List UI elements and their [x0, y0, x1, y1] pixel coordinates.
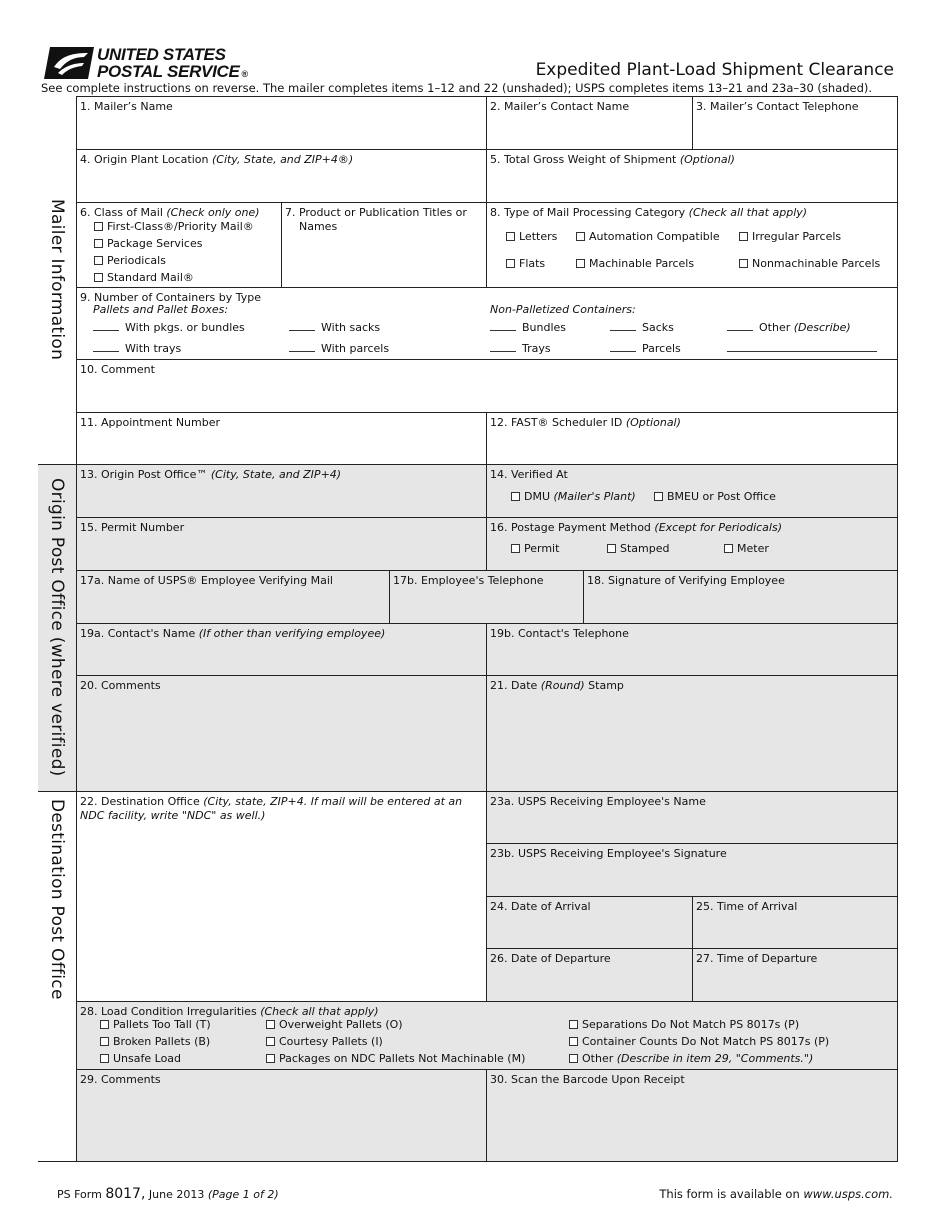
checkbox-dmu[interactable]: DMU (Mailer's Plant) — [511, 490, 636, 504]
field-6-label: 6. Class of Mail (Check only one) — [80, 206, 260, 219]
field-27-label: 27. Time of Departure — [696, 952, 818, 965]
field-22-note: NDC facility, write "NDC" as well.) — [80, 809, 266, 823]
field-20-label: 20. Comments — [80, 679, 161, 692]
field-1-label: 1. Mailer’s Name — [80, 100, 173, 113]
form-title: Expedited Plant-Load Shipment Clearance — [535, 60, 894, 80]
checkbox-icon — [266, 1037, 275, 1046]
field-25-time-of-arrival[interactable] — [692, 896, 898, 949]
checkbox-stamped[interactable]: Stamped — [607, 542, 669, 556]
field-4-label: 4. Origin Plant Location (City, State, and ZIP+4®) — [80, 153, 354, 166]
field-23a-label: 23a. USPS Receiving Employee's Name — [490, 795, 706, 808]
field-14-label: 14. Verified At — [490, 468, 568, 481]
logo-line2: POSTAL SERVICE ® — [97, 62, 248, 81]
logo-line1: UNITED STATES — [97, 45, 226, 64]
field-3-contact-telephone[interactable] — [692, 96, 898, 150]
checkbox-separations-mismatch[interactable]: Separations Do Not Match PS 8017s (P) — [569, 1018, 799, 1032]
count-bundles[interactable]: Bundles — [490, 321, 566, 335]
field-18-label: 18. Signature of Verifying Employee — [587, 574, 785, 587]
usps-link[interactable]: www.usps.com. — [803, 1187, 893, 1201]
checkbox-icon — [94, 222, 103, 231]
checkbox-icon — [607, 544, 616, 553]
count-with-pkgs[interactable]: With pkgs. or bundles — [93, 321, 245, 335]
field-19b-contact-telephone[interactable] — [486, 623, 898, 676]
field-18-signature[interactable] — [583, 570, 898, 624]
field-7-label-cont: Names — [299, 220, 338, 234]
checkbox-icon — [654, 492, 663, 501]
field-11-label: 11. Appointment Number — [80, 416, 221, 429]
checkbox-machinable-parcels[interactable]: Machinable Parcels — [576, 257, 694, 271]
field-23b-label: 23b. USPS Receiving Employee's Signature — [490, 847, 727, 860]
field-7-label: 7. Product or Publication Titles or — [285, 206, 467, 219]
checkbox-other[interactable]: Other (Describe in item 29, "Comments.") — [569, 1052, 813, 1066]
checkbox-pallets-too-tall[interactable]: Pallets Too Tall (T) — [100, 1018, 211, 1032]
field-26-label: 26. Date of Departure — [490, 952, 611, 965]
pallets-heading: Pallets and Pallet Boxes: — [93, 303, 229, 316]
count-other[interactable]: Other (Describe) — [727, 321, 851, 335]
field-3-label: 3. Mailer’s Contact Telephone — [696, 100, 859, 113]
field-17b-label: 17b. Employee's Telephone — [393, 574, 544, 587]
checkbox-overweight-pallets[interactable]: Overweight Pallets (O) — [266, 1018, 403, 1032]
field-12-fast-scheduler-id[interactable] — [486, 412, 898, 465]
field-30-scan-barcode[interactable] — [486, 1069, 898, 1162]
field-23a-receiving-employee-name[interactable] — [486, 791, 898, 844]
field-13-origin-post-office[interactable] — [76, 464, 487, 518]
field-9-label: 9. Number of Containers by Type — [80, 291, 262, 304]
count-with-parcels[interactable]: With parcels — [289, 342, 389, 356]
section-divider — [38, 791, 76, 792]
field-24-label: 24. Date of Arrival — [490, 900, 591, 913]
field-7-product-titles[interactable] — [281, 202, 487, 288]
field-10-comment[interactable] — [76, 359, 898, 413]
field-23b-receiving-employee-signature[interactable] — [486, 843, 898, 897]
checkbox-letters[interactable]: Letters — [506, 230, 557, 244]
checkbox-icon — [266, 1020, 275, 1029]
field-12-label: 12. FAST® Scheduler ID (Optional) — [490, 416, 681, 429]
count-sacks[interactable]: Sacks — [610, 321, 674, 335]
field-13-label: 13. Origin Post Office™ (City, State, and ZIP+4) — [80, 468, 342, 481]
checkbox-icon — [94, 273, 103, 282]
field-16-payment-method — [486, 517, 898, 571]
field-21-date-stamp[interactable] — [486, 675, 898, 792]
field-19a-contact-name[interactable] — [76, 623, 487, 676]
checkbox-icon — [739, 232, 748, 241]
field-28-load-irregularities — [76, 1001, 898, 1070]
checkbox-icon — [569, 1037, 578, 1046]
section-mailer-information: Mailer Information — [47, 199, 67, 361]
checkbox-icon — [724, 544, 733, 553]
count-trays[interactable]: Trays — [490, 342, 551, 356]
checkbox-icon — [576, 232, 585, 241]
checkbox-icon — [739, 259, 748, 268]
field-25-label: 25. Time of Arrival — [696, 900, 798, 913]
field-15-label: 15. Permit Number — [80, 521, 185, 534]
eagle-icon — [44, 47, 94, 79]
availability-note: This form is available on www.usps.com. — [659, 1187, 893, 1201]
checkbox-icon — [576, 259, 585, 268]
checkbox-broken-pallets[interactable]: Broken Pallets (B) — [100, 1035, 210, 1049]
other-description-line[interactable] — [727, 342, 877, 356]
checkbox-automation-compatible[interactable]: Automation Compatible — [576, 230, 720, 244]
field-11-appointment-number[interactable] — [76, 412, 487, 465]
field-15-permit-number[interactable] — [76, 517, 487, 571]
checkbox-icon — [100, 1020, 109, 1029]
field-19a-label: 19a. Contact's Name (If other than verifying employee) — [80, 627, 386, 640]
checkbox-icon — [100, 1054, 109, 1063]
checkbox-package-services[interactable]: Package Services — [94, 237, 202, 251]
field-17b-employee-telephone[interactable] — [389, 570, 584, 624]
form-instructions: See complete instructions on reverse. The mailer completes items 1–12 and 22 (unshaded); USPS completes items 13–21 and 23a–30 (shaded). — [41, 81, 873, 95]
checkbox-icon — [511, 492, 520, 501]
checkbox-icon — [94, 239, 103, 248]
count-with-trays[interactable]: With trays — [93, 342, 181, 356]
field-9-containers — [76, 287, 898, 360]
field-5-total-gross-weight[interactable] — [486, 149, 898, 203]
checkbox-bmeu[interactable]: BMEU or Post Office — [654, 490, 776, 504]
field-27-time-of-departure[interactable] — [692, 948, 898, 1002]
non-palletized-heading: Non-Palletized Containers: — [490, 303, 636, 316]
field-29-comments[interactable] — [76, 1069, 487, 1162]
field-2-label: 2. Mailer’s Contact Name — [490, 100, 630, 113]
field-5-label: 5. Total Gross Weight of Shipment (Optional) — [490, 153, 735, 166]
section-origin-post-office: Origin Post Office (where verified) — [38, 464, 76, 791]
field-17a-employee-name[interactable] — [76, 570, 390, 624]
field-2-contact-name[interactable] — [486, 96, 693, 150]
checkbox-ndc-not-machinable[interactable]: Packages on NDC Pallets Not Machinable (M) — [266, 1052, 525, 1066]
field-19b-label: 19b. Contact's Telephone — [490, 627, 629, 640]
checkbox-irregular-parcels[interactable]: Irregular Parcels — [739, 230, 841, 244]
checkbox-courtesy-pallets[interactable]: Courtesy Pallets (I) — [266, 1035, 383, 1049]
field-8-processing-category — [486, 202, 898, 288]
field-14-verified-at — [486, 464, 898, 518]
checkbox-container-counts-mismatch[interactable]: Container Counts Do Not Match PS 8017s (P) — [569, 1035, 829, 1049]
field-28-label: 28. Load Condition Irregularities (Check all that apply) — [80, 1005, 379, 1018]
checkbox-meter[interactable]: Meter — [724, 542, 769, 556]
field-17a-label: 17a. Name of USPS® Employee Verifying Mail — [80, 574, 333, 587]
checkbox-icon — [266, 1054, 275, 1063]
field-22-label: 22. Destination Office (City, state, ZIP+4. If mail will be entered at an — [80, 795, 463, 808]
field-4-origin-plant-location[interactable] — [76, 149, 487, 203]
checkbox-permit[interactable]: Permit — [511, 542, 559, 556]
usps-logo — [44, 45, 254, 81]
form-id: PS Form 8017, June 2013 (Page 1 of 2) — [57, 1186, 279, 1202]
field-10-label: 10. Comment — [80, 363, 155, 376]
checkbox-icon — [94, 256, 103, 265]
field-29-label: 29. Comments — [80, 1073, 161, 1086]
checkbox-icon — [511, 544, 520, 553]
count-parcels[interactable]: Parcels — [610, 342, 681, 356]
field-6-class-of-mail — [76, 202, 282, 288]
section-destination-post-office: Destination Post Office — [47, 799, 67, 1000]
field-30-label: 30. Scan the Barcode Upon Receipt — [490, 1073, 685, 1086]
field-1-mailers-name[interactable] — [76, 96, 487, 150]
checkbox-icon — [569, 1054, 578, 1063]
checkbox-icon — [506, 259, 515, 268]
section-divider — [38, 464, 76, 465]
checkbox-flats[interactable]: Flats — [506, 257, 545, 271]
checkbox-nonmachinable-parcels[interactable]: Nonmachinable Parcels — [739, 257, 880, 271]
field-20-comments[interactable] — [76, 675, 487, 792]
checkbox-icon — [100, 1037, 109, 1046]
field-8-label: 8. Type of Mail Processing Category (Check all that apply) — [490, 206, 808, 219]
checkbox-icon — [569, 1020, 578, 1029]
checkbox-icon — [506, 232, 515, 241]
field-16-label: 16. Postage Payment Method (Except for Periodicals) — [490, 521, 783, 534]
checkbox-periodicals[interactable]: Periodicals — [94, 254, 166, 268]
checkbox-unsafe-load[interactable]: Unsafe Load — [100, 1052, 181, 1066]
field-22-destination-office[interactable] — [76, 791, 487, 1002]
field-24-date-of-arrival[interactable] — [486, 896, 693, 949]
count-with-sacks[interactable]: With sacks — [289, 321, 380, 335]
field-26-date-of-departure[interactable] — [486, 948, 693, 1002]
checkbox-first-class[interactable]: First-Class®/Priority Mail® — [94, 220, 254, 234]
field-21-label: 21. Date (Round) Stamp — [490, 679, 624, 692]
checkbox-standard-mail[interactable]: Standard Mail® — [94, 271, 194, 285]
